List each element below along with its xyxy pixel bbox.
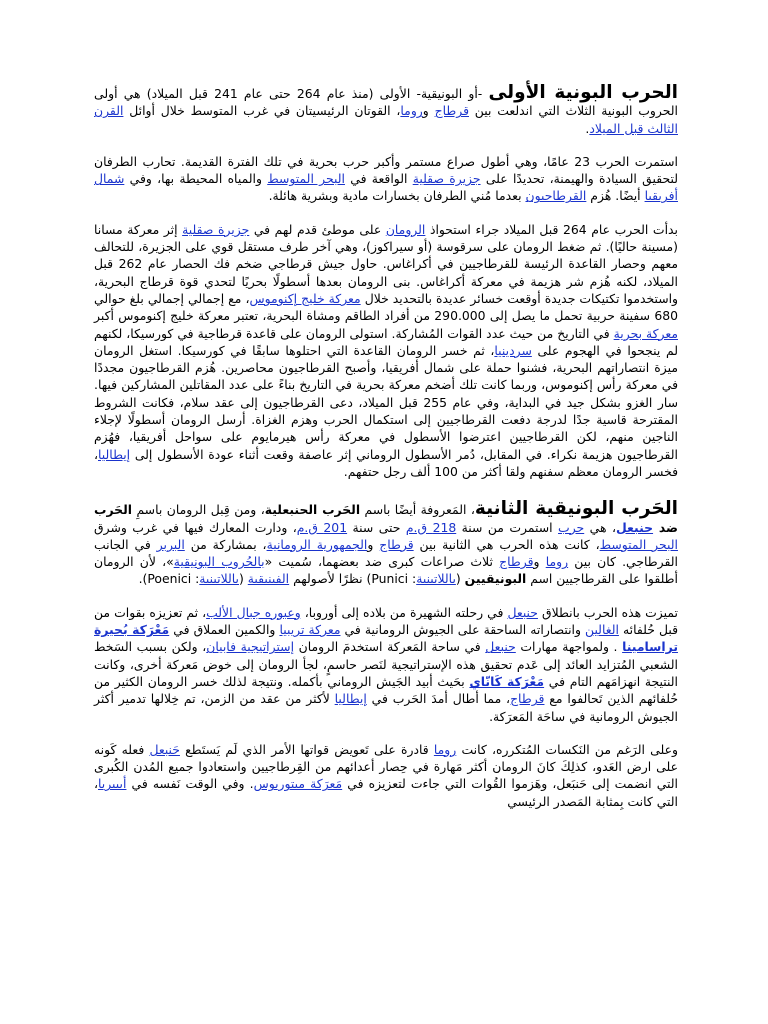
link-rome-2[interactable]: روما [545, 554, 569, 570]
link-hannibal[interactable]: حنبعل [615, 519, 654, 535]
link-hannibal-3[interactable]: حنبعل [485, 639, 516, 655]
link-carthage-4[interactable]: قرطاج [510, 691, 545, 707]
link-roman-republic[interactable]: الجمهورية الرومانية [266, 536, 368, 552]
link-latin-2[interactable]: باللاتينية [199, 571, 239, 587]
link-rome-3[interactable]: روما [433, 741, 457, 757]
link-hannibal-4[interactable]: حَنبعل [149, 741, 180, 757]
link-gauls[interactable]: الغالين [585, 622, 619, 638]
paragraph-war-duration: استمرت الحرب 23 عامًا، وهي أطول صراع مستمر وأكبر حرب بحرية في تلك الفترة القديمة. تحارب الطرفان لتحقيق السيادة والهيمنة، تحديدًا على جزيرة صقلية الواقعة في البحر المتوسط والمياه المحيطة بها، وفي شمال أفريقيا أيضًا. هُزم القرطاجيون بعدما مُني الطرفان بخسارات مادية وبشرية هائلة. [94, 153, 679, 204]
link-mediterranean-sea[interactable]: البحر المتوسط [599, 536, 678, 552]
link-iberia[interactable]: أيبيريا [98, 776, 127, 792]
paragraph-roman-recovery: وعلى الرَغم من النَكسات المُتكرره، كانت روما قادرة على تَعويض قواتها الأمر الذي لَم يَستَطع حَنبعل فعله كَونه على ارض العَدو، كذلِكَ كانَ الرومان أكثر مَهارة في حِصار أعدائهم من القِرطاجيين واستعادوا جميع المُدن الكُبرى التي انضمت إلى حَنبَعل، وهَزموا القُوات التي جاءت لتعزيزه في مَعرَكة ميتوريوس. وفي الوقت نَفسه في أيبيريا، التي كانت بِمثابة المَصدر الرئيسي [94, 741, 678, 809]
link-battle-ecnomus[interactable]: معركة خليج إكنوموس [249, 290, 361, 306]
link-third-century-bc[interactable]: القرن الثالث قبل الميلاد [94, 103, 678, 136]
link-sicily[interactable]: جزيرة صقلية [182, 221, 250, 237]
link-carthage-2[interactable]: قرطاج [379, 536, 414, 552]
paragraph-war-course: بدأت الحرب عام 264 قبل الميلاد جراء استحواذ الرومان على موطئ قدم لهم في جزيرة صقلية إثر معركة مسانا (مسينة حاليًا). ثم ضغط الرومان على سرقوسة (أو سيراكوز)، وهي آخر طرف مستقل قوي على الجزيرة، للتحالف معهم وحصار القاعدة الرئيسة للقرطاجيين في أكراغاس. حاول جيش قرطاجي ضخم فك الحصار عام 262 قبل الميلاد، لكنه هُزم شر هزيمة في معركة أكراغاس. بنى الرومان بعدها أسطولًا بحريًا لتحدي قوة قرطاج البحرية، واستخدموا تكتيكات جديدة أوقعت خسائر عديدة بالتحديد خلال معركة خليج إكنوموس، مع إجمالي إجمالي بلغ حوالي 680 سفينة حربية تحمل ما يصل إلى 290.000 من أفراد الطاقم ومشاة البحرية، تعتبر معركة خليج إكنوموس أكبر معركة بحرية في التاريخ من حيث عدد القوات المُشاركة. استولى الرومان على قاعدة قرطاجية في كورسيكا، لكنهم لم ينجحوا في الهجوم على سردينيا، ثم خسر الرومان القاعدة التي احتلوها سابقًا في كورسيكا. استغل الرومان ميزة انتصاراتهم البحرية، فشنوا حملة على شمال أفريقيا، وأصبح القرطاجيون محاصرين. هُزم القرطاجيون مجددًا في معركة رأس إكنوموس، وربما كانت تلك أضخم معركة بحرية في التاريخ بناءً على عدد المقاتلين المشاركين فيها. سار الغزو بشكل جيد في البداية، وفي عام 255 قبل الميلاد، دعى القرطاجيون إلى عقد سلام، فكانت الشروط المقترحة قاسية جدًا لدرجة دفعت القرطاجيين إلى استكمال الحرب وهزم الغزاة. أرسل الرومان أسطولًا لإجلاء الناجين منهم، لكن القرطاجيين اعترضوا الأسطول في معركة رأس هيرمايوم على سواحل أفريقيا، فهُزم القرطاجيون هزيمة نكراء. في المقابل، دُمر الأسطول الروماني إثر عاصفة وقعت أثناء عودة الأسطول إلى إيطاليا، فخسر الرومان معظم سفنهم ولقا أكثر من 100 ألف رجل حتفهم. [94, 221, 679, 479]
link-fabian-strategy[interactable]: إستراتيجية فابيان [206, 639, 295, 655]
link-italy-2[interactable]: إيطاليا [334, 691, 367, 707]
link-rome[interactable]: روما [400, 103, 423, 119]
link-naval-battle[interactable]: معركة بحرية [613, 325, 679, 341]
link-218-bc[interactable]: 218 ق.م [405, 519, 457, 535]
link-north-africa[interactable]: شمال أفريقيا [94, 171, 678, 204]
link-alps-crossing[interactable]: وعبوره جبال الألب [206, 604, 301, 620]
link-carthaginians[interactable]: القرطاجيون [525, 188, 587, 204]
link-battle-metaurus[interactable]: مَعرَكة ميتوريوس [253, 776, 343, 792]
link-201-bc[interactable]: 201 ق.م [296, 519, 348, 535]
link-sardinia[interactable]: سردينيا [494, 342, 532, 358]
link-battle-cannae[interactable]: مَعْرَكة كَانّاي [469, 673, 545, 689]
link-berbers[interactable]: البربر [156, 536, 185, 552]
link-sicily-island[interactable]: جزيرة صقلية [412, 171, 481, 187]
paragraph-second-punic-war: الحَرب البونيقية الثانية، المَعروفة أيضًا باسم الحَرب الحنبعلية، ومن قِبل الرومان باسمِ الحَرب ضد حنبعل، هي حرب استمرت من سنة 218 ق.م حتى سنة 201 ق.م، ودارت المعارك فيها في غرب وشرق البحر المتوسط، كانت هذه الحرب هي الثانية بين قرطاج والجمهورية الرومانية، بمشاركة من البربر في الجانب القرطاجي. كان بين روما وقرطاج ثلاث صراعات كبرى ضد بعضهما، سُميت «بالحُروب البونيقية»، لأن الرومان أطلقوا على القرطاجيين اسم البونيقيين (باللاتينية: Punici) نظرًا لأصولهم الفينيقية (باللاتينية: Poenici). [94, 498, 679, 587]
paragraph-first-punic-war: الحرب البونية الأولى -أو البونيقية- الأولى (منذ عام 264 حتى عام 241 قبل الميلاد) هي أولى الحروب البونية الثلاث التي اندلعت بين قرطاج وروما، القوتان الرئيسيتان في غرب المتوسط خلال أوائل القرن الثالث قبل الميلاد. [94, 82, 678, 136]
heading-second-punic-war: الحَرب البونيقية الثانية [474, 498, 678, 520]
link-battle-trebia[interactable]: معركة تريبيا [279, 622, 341, 638]
link-romans[interactable]: الرومان [385, 221, 426, 237]
link-italy[interactable]: إيطاليا [98, 446, 131, 462]
document-body [94, 84, 678, 826]
link-phoenician[interactable]: الفينيقية [247, 571, 290, 587]
link-hannibal-2[interactable]: حنبعل [507, 604, 538, 620]
heading-first-punic-war: الحرب البونية الأولى [488, 82, 678, 103]
link-latin[interactable]: باللاتينية [416, 571, 456, 587]
paragraph-hannibal-campaign: تميزت هذه الحرب بانطلاق حنبعل في رحلته الشهيرة من بلاده إلى أوروبا، وعبوره جبال الألب، ثم تعزيزه بقوات من قبل حُلفائه الغالين وانتصاراته الساحقة على الجيوش الرومانية في معركة تريبيا والكمين العملاق في مَعْرَكة بُحيرة تراسامينا . ولمواجهة مهارات حنبعل في ساحة المَعركة استخدمَ الرومان إستراتيجية فابيان، ولكن بسبب السَخط الشعبي المُتزايد العائد إلى عَدم تحقيق هذه الإستراتيجية لنَصر حاسمٍ، لجأ الرومان إلى خوض مَعركة أخرى، وكانت النتيجة انهزامَهم التام في مَعْرَكة كَانّاي بحَيث أبيد الجَيش الروماني بأكمله. ونتيجة لذلك خسر الرومان الكثير من حُلفائهم الذين تَحالفوا مع قرطاج، مما أطال أمدَ الحَرب في إيطاليا لأكثر من عقد من الزمن، تم خِلالها تدمير أكثر الجيوش الرومانية في ساحَة المَعرَكة. [94, 604, 678, 724]
link-mediterranean[interactable]: البحر المتوسط [267, 171, 345, 187]
link-carthage[interactable]: قرطاج [434, 103, 469, 119]
link-battle-trasimene[interactable]: مَعْرَكة بُحيرة تراسامينا [94, 622, 678, 655]
link-war[interactable]: حرب [558, 519, 585, 535]
link-punic-wars[interactable]: بالحُروب البونيقية [173, 554, 265, 570]
link-carthage-3[interactable]: قرطاج [499, 554, 534, 570]
